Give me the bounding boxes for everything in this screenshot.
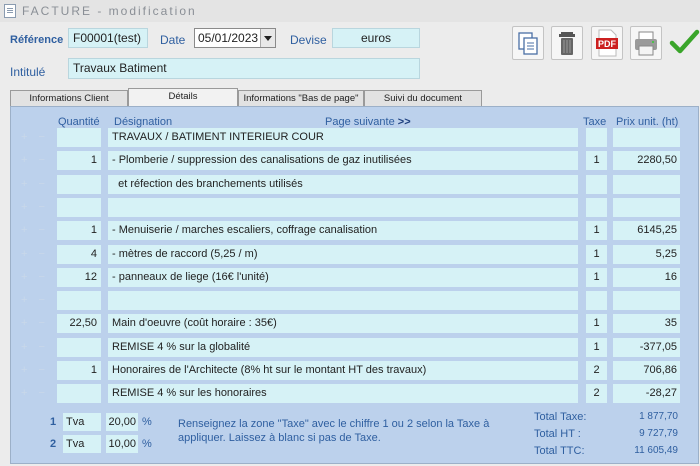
document-icon [4, 4, 16, 18]
taxe-cell[interactable]: 1 [586, 245, 607, 264]
taxe-cell[interactable]: 1 [586, 268, 607, 287]
price-cell[interactable]: -377,05 [613, 338, 680, 357]
price-cell[interactable]: 16 [613, 268, 680, 287]
row-plusminus[interactable]: + − [21, 178, 49, 190]
next-page-link[interactable] [325, 116, 411, 128]
tva-2-label[interactable]: Tva [63, 435, 101, 453]
total-taxe-label: Total Taxe: [534, 411, 587, 423]
pdf-button[interactable] [591, 26, 623, 60]
quantity-cell[interactable]: 1 [57, 151, 101, 170]
tva-1-rate[interactable]: 20,00 [106, 413, 138, 431]
price-cell[interactable] [613, 198, 680, 217]
price-cell[interactable]: 5,25 [613, 245, 680, 264]
intitule-label: Intitulé [10, 65, 46, 79]
total-ht-label: Total HT : [534, 428, 581, 440]
row-plusminus[interactable]: + − [21, 387, 49, 399]
quantity-cell[interactable] [57, 128, 101, 147]
price-cell[interactable] [613, 291, 680, 310]
copy-button[interactable] [512, 26, 544, 60]
tva-2-unit: % [142, 438, 152, 450]
quantity-cell[interactable]: 1 [57, 361, 101, 380]
devise-label: Devise [290, 33, 327, 47]
validate-button[interactable] [668, 26, 700, 60]
row-plusminus[interactable]: + − [21, 224, 49, 236]
header-quantite: Quantité [58, 116, 100, 128]
header-prix: Prix unit. (ht) [616, 116, 679, 128]
taxe-cell[interactable]: 1 [586, 151, 607, 170]
designation-cell[interactable]: REMISE 4 % sur les honoraires [108, 384, 578, 403]
tva-2-rate[interactable]: 10,00 [106, 435, 138, 453]
row-plusminus[interactable]: + − [21, 364, 49, 376]
designation-cell[interactable] [108, 198, 578, 217]
tva-1-label[interactable]: Tva [63, 413, 101, 431]
quantity-cell[interactable]: 1 [57, 221, 101, 240]
taxe-cell[interactable] [586, 198, 607, 217]
printer-icon [631, 27, 661, 59]
designation-cell[interactable]: - Menuiserie / marches escaliers, coffrage canalisation [108, 221, 578, 240]
taxe-cell[interactable] [586, 128, 607, 147]
chevron-down-icon[interactable] [260, 29, 275, 47]
quantity-cell[interactable] [57, 384, 101, 403]
row-plusminus[interactable]: + − [21, 131, 49, 143]
price-cell[interactable]: 6145,25 [613, 221, 680, 240]
tab-informations-bas-de-page[interactable]: Informations "Bas de page" [238, 90, 364, 106]
pdf-text: PDF [598, 39, 616, 49]
quantity-cell[interactable]: 22,50 [57, 314, 101, 333]
delete-button[interactable] [551, 26, 583, 60]
reference-field[interactable]: F00001(test) [68, 28, 148, 48]
reference-label: Référence [10, 34, 64, 46]
taxe-cell[interactable] [586, 291, 607, 310]
taxe-cell[interactable]: 1 [586, 221, 607, 240]
tva-1-unit: % [142, 416, 152, 428]
row-plusminus[interactable]: + − [21, 294, 49, 306]
total-ttc-label: Total TTC: [534, 445, 585, 457]
quantity-cell[interactable] [57, 291, 101, 310]
tab-suivi-document[interactable]: Suivi du document [364, 90, 482, 106]
taxe-cell[interactable]: 1 [586, 338, 607, 357]
quantity-cell[interactable] [57, 175, 101, 194]
date-value: 05/01/2023 [198, 31, 259, 45]
taxe-cell[interactable]: 2 [586, 361, 607, 380]
row-plusminus[interactable]: + − [21, 317, 49, 329]
price-cell[interactable]: -28,27 [613, 384, 680, 403]
price-cell[interactable]: 706,86 [613, 361, 680, 380]
row-plusminus[interactable]: + − [21, 201, 49, 213]
price-cell[interactable]: 2280,50 [613, 151, 680, 170]
designation-cell[interactable]: - Plomberie / suppression des canalisations de gaz inutilisées [108, 151, 578, 170]
designation-cell[interactable]: Honoraires de l'Architecte (8% ht sur le montant HT des travaux) [108, 361, 578, 380]
total-taxe-value: 1 877,70 [639, 411, 678, 422]
next-page-arrows: >> [397, 116, 411, 128]
taxe-cell[interactable]: 1 [586, 314, 607, 333]
header-designation: Désignation [114, 116, 173, 128]
date-label: Date [160, 33, 186, 47]
row-plusminus[interactable]: + − [21, 154, 49, 166]
taxe-cell[interactable] [586, 175, 607, 194]
quantity-cell[interactable] [57, 198, 101, 217]
total-ht-value: 9 727,79 [639, 428, 678, 439]
row-plusminus[interactable]: + − [21, 248, 49, 260]
row-plusminus[interactable]: + − [21, 271, 49, 283]
tva-2-number: 2 [50, 438, 57, 450]
designation-cell[interactable]: Main d'oeuvre (coût horaire : 35€) [108, 314, 578, 333]
designation-cell[interactable]: REMISE 4 % sur la globalité [108, 338, 578, 357]
designation-cell[interactable] [108, 291, 578, 310]
print-button[interactable] [630, 26, 662, 60]
quantity-cell[interactable]: 4 [57, 245, 101, 264]
quantity-cell[interactable]: 12 [57, 268, 101, 287]
date-picker[interactable] [194, 28, 276, 48]
tva-1-number: 1 [50, 416, 57, 428]
next-page-label: Page suivante [325, 116, 395, 128]
tax-hint: Renseignez la zone "Taxe" avec le chiffre 1 ou 2 selon la Taxe à appliquer. Laissez à blanc si pas de Taxe. [178, 418, 490, 444]
designation-cell[interactable]: TRAVAUX / BATIMENT INTERIEUR COUR [108, 128, 578, 147]
title-bar [0, 0, 700, 22]
pdf-icon [592, 27, 622, 59]
taxe-cell[interactable]: 2 [586, 384, 607, 403]
header-taxe: Taxe [583, 116, 607, 128]
price-cell[interactable] [613, 175, 680, 194]
designation-cell[interactable]: - panneaux de liege (16€ l'unité) [108, 268, 578, 287]
trash-icon [552, 27, 582, 59]
quantity-cell[interactable] [57, 338, 101, 357]
tab-details[interactable]: Détails [128, 88, 238, 106]
price-cell[interactable]: 35 [613, 314, 680, 333]
designation-cell[interactable]: - mètres de raccord (5,25 / m) [108, 245, 578, 264]
intitule-field[interactable]: Travaux Batiment [68, 58, 420, 79]
total-ttc-value: 11 605,49 [634, 445, 678, 456]
price-cell[interactable] [613, 128, 680, 147]
window-title: FACTURE - modification [22, 4, 197, 18]
tab-informations-client[interactable]: Informations Client [10, 90, 128, 106]
designation-cell[interactable]: et réfection des branchements utilisés [108, 175, 578, 194]
checkmark-icon [668, 26, 700, 58]
row-plusminus[interactable]: + − [21, 341, 49, 353]
devise-field[interactable]: euros [332, 28, 420, 48]
copy-icon [513, 27, 543, 59]
